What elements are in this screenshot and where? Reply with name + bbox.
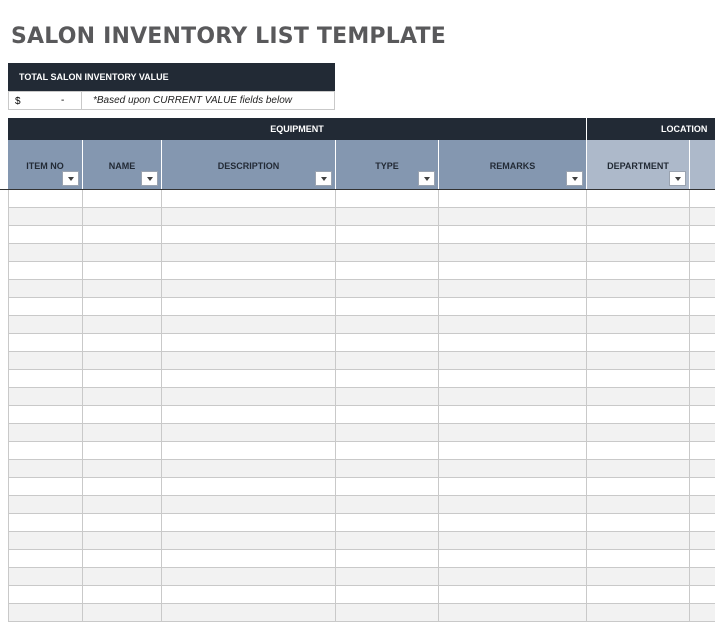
- table-cell[interactable]: [162, 388, 336, 406]
- chevron-down-icon: [321, 177, 327, 181]
- table-cell[interactable]: [587, 244, 690, 262]
- table-cell[interactable]: [587, 586, 690, 604]
- table-cell[interactable]: [162, 334, 336, 352]
- table-cell[interactable]: [83, 280, 162, 298]
- table-cell[interactable]: [8, 478, 83, 496]
- column-header-item-no: [8, 140, 83, 189]
- table-cell[interactable]: [8, 280, 83, 298]
- filter-dropdown-button[interactable]: [62, 171, 79, 186]
- table-cell[interactable]: [162, 298, 336, 316]
- column-label: TYPE: [375, 161, 399, 171]
- table-row: [8, 316, 715, 334]
- table-row: [8, 514, 715, 532]
- table-cell[interactable]: [690, 604, 715, 622]
- table-cell[interactable]: [587, 442, 690, 460]
- table-cell[interactable]: [336, 190, 439, 208]
- table-cell[interactable]: [690, 442, 715, 460]
- table-cell[interactable]: [587, 208, 690, 226]
- table-cell[interactable]: [587, 352, 690, 370]
- table-cell[interactable]: [83, 298, 162, 316]
- table-cell[interactable]: [83, 244, 162, 262]
- table-cell[interactable]: [439, 244, 587, 262]
- table-cell[interactable]: [587, 280, 690, 298]
- column-header-type: [336, 140, 439, 189]
- table-cell[interactable]: [587, 478, 690, 496]
- column-header-remarks: [439, 140, 587, 189]
- table-cell[interactable]: [439, 586, 587, 604]
- table-cell[interactable]: [439, 424, 587, 442]
- table-cell[interactable]: [8, 424, 83, 442]
- table-cell[interactable]: [690, 352, 715, 370]
- table-cell[interactable]: [162, 424, 336, 442]
- table-cell[interactable]: [690, 208, 715, 226]
- table-cell[interactable]: [336, 532, 439, 550]
- table-cell[interactable]: [587, 514, 690, 532]
- table-cell[interactable]: [336, 568, 439, 586]
- table-row: [8, 496, 715, 514]
- table-cell[interactable]: [83, 478, 162, 496]
- total-inventory-value: -: [61, 95, 65, 106]
- table-cell[interactable]: [336, 496, 439, 514]
- table-cell[interactable]: [162, 460, 336, 478]
- location-group-header: LOCATION: [587, 118, 715, 140]
- table-cell[interactable]: [587, 334, 690, 352]
- table-cell[interactable]: [8, 334, 83, 352]
- table-cell[interactable]: [690, 280, 715, 298]
- table-cell[interactable]: [8, 496, 83, 514]
- table-cell[interactable]: [336, 280, 439, 298]
- table-cell[interactable]: [83, 262, 162, 280]
- filter-dropdown-button[interactable]: [418, 171, 435, 186]
- table-cell[interactable]: [8, 406, 83, 424]
- table-cell[interactable]: [587, 604, 690, 622]
- table-cell[interactable]: [83, 208, 162, 226]
- table-cell[interactable]: [8, 586, 83, 604]
- table-cell[interactable]: [690, 316, 715, 334]
- table-cell[interactable]: [439, 406, 587, 424]
- table-cell[interactable]: [587, 424, 690, 442]
- table-row: [8, 262, 715, 280]
- table-row: [8, 190, 715, 208]
- filter-dropdown-button[interactable]: [315, 171, 332, 186]
- table-cell[interactable]: [587, 262, 690, 280]
- table-cell[interactable]: [587, 406, 690, 424]
- table-row: [8, 550, 715, 568]
- table-cell[interactable]: [336, 586, 439, 604]
- column-header-description: [162, 140, 336, 189]
- table-cell[interactable]: [336, 406, 439, 424]
- table-cell[interactable]: [8, 226, 83, 244]
- table-cell[interactable]: [690, 460, 715, 478]
- table-cell[interactable]: [690, 190, 715, 208]
- table-cell[interactable]: [162, 568, 336, 586]
- table-cell[interactable]: [690, 514, 715, 532]
- table-cell[interactable]: [83, 532, 162, 550]
- table-cell[interactable]: [83, 568, 162, 586]
- table-cell[interactable]: [8, 316, 83, 334]
- table-cell[interactable]: [439, 190, 587, 208]
- table-cell[interactable]: [336, 226, 439, 244]
- table-cell[interactable]: [83, 352, 162, 370]
- table-row: [8, 352, 715, 370]
- column-header-name: [83, 140, 162, 189]
- table-cell[interactable]: [83, 586, 162, 604]
- table-cell[interactable]: [336, 208, 439, 226]
- table-cell[interactable]: [336, 388, 439, 406]
- table-cell[interactable]: [336, 244, 439, 262]
- table-cell[interactable]: [83, 226, 162, 244]
- table-cell[interactable]: [162, 514, 336, 532]
- total-inventory-value-cell[interactable]: [8, 91, 82, 110]
- table-cell[interactable]: [83, 514, 162, 532]
- table-cell[interactable]: [439, 550, 587, 568]
- table-cell[interactable]: [439, 460, 587, 478]
- table-row: [8, 586, 715, 604]
- table-cell[interactable]: [8, 352, 83, 370]
- chevron-down-icon: [572, 177, 578, 181]
- table-cell[interactable]: [8, 514, 83, 532]
- currency-symbol: $: [15, 96, 21, 107]
- table-cell[interactable]: [587, 316, 690, 334]
- table-cell[interactable]: [83, 550, 162, 568]
- total-value-note: *Based upon CURRENT VALUE fields below: [82, 91, 335, 110]
- table-cell[interactable]: [587, 298, 690, 316]
- table-row: [8, 280, 715, 298]
- table-cell[interactable]: [8, 604, 83, 622]
- table-cell[interactable]: [336, 334, 439, 352]
- table-cell[interactable]: [8, 568, 83, 586]
- table-cell[interactable]: [587, 388, 690, 406]
- table-cell[interactable]: [690, 298, 715, 316]
- table-row: [8, 406, 715, 424]
- table-cell[interactable]: [8, 370, 83, 388]
- table-row: [8, 226, 715, 244]
- filter-dropdown-button[interactable]: [141, 171, 158, 186]
- table-cell[interactable]: [162, 226, 336, 244]
- column-label: DEPARTMENT: [607, 161, 669, 171]
- table-cell[interactable]: [162, 370, 336, 388]
- table-cell[interactable]: [162, 586, 336, 604]
- table-cell[interactable]: [83, 370, 162, 388]
- filter-dropdown-button[interactable]: [669, 171, 686, 186]
- table-cell[interactable]: [439, 388, 587, 406]
- table-cell[interactable]: [83, 424, 162, 442]
- table-cell[interactable]: [83, 406, 162, 424]
- chevron-down-icon: [68, 177, 74, 181]
- table-cell[interactable]: [162, 244, 336, 262]
- table-cell[interactable]: [439, 280, 587, 298]
- table-cell[interactable]: [83, 388, 162, 406]
- table-cell[interactable]: [690, 388, 715, 406]
- table-cell[interactable]: [336, 316, 439, 334]
- table-row: [8, 334, 715, 352]
- table-cell[interactable]: [336, 424, 439, 442]
- table-row: [8, 388, 715, 406]
- table-cell[interactable]: [162, 262, 336, 280]
- table-row: [8, 244, 715, 262]
- page-title: SALON INVENTORY LIST TEMPLATE: [11, 24, 446, 49]
- table-cell[interactable]: [336, 604, 439, 622]
- table-cell[interactable]: [690, 370, 715, 388]
- table-cell[interactable]: [336, 460, 439, 478]
- table-cell[interactable]: [439, 370, 587, 388]
- column-header-department: [587, 140, 690, 189]
- table-cell[interactable]: [587, 370, 690, 388]
- table-cell[interactable]: [439, 442, 587, 460]
- table-cell[interactable]: [690, 532, 715, 550]
- table-cell[interactable]: [336, 370, 439, 388]
- table-cell[interactable]: [439, 316, 587, 334]
- table-cell[interactable]: [8, 298, 83, 316]
- table-cell[interactable]: [162, 550, 336, 568]
- table-cell[interactable]: [690, 568, 715, 586]
- column-label: DESCRIPTION: [217, 161, 280, 171]
- table-cell[interactable]: [83, 442, 162, 460]
- table-cell[interactable]: [162, 532, 336, 550]
- table-row: [8, 424, 715, 442]
- table-cell[interactable]: [336, 298, 439, 316]
- table-row: [8, 208, 715, 226]
- table-cell[interactable]: [8, 190, 83, 208]
- table-cell[interactable]: [83, 496, 162, 514]
- chevron-down-icon: [675, 177, 681, 181]
- table-cell[interactable]: [690, 424, 715, 442]
- filter-dropdown-button[interactable]: [566, 171, 583, 186]
- equipment-group-header: EQUIPMENT: [8, 118, 586, 140]
- table-cell[interactable]: [162, 280, 336, 298]
- table-cell[interactable]: [439, 208, 587, 226]
- table-cell[interactable]: [83, 460, 162, 478]
- table-cell[interactable]: [8, 532, 83, 550]
- table-cell[interactable]: [162, 208, 336, 226]
- table-cell[interactable]: [439, 226, 587, 244]
- table-cell[interactable]: [690, 262, 715, 280]
- table-cell[interactable]: [587, 532, 690, 550]
- table-row: [8, 370, 715, 388]
- column-label: REMARKS: [489, 161, 536, 171]
- table-cell[interactable]: [587, 568, 690, 586]
- table-cell[interactable]: [162, 442, 336, 460]
- table-cell[interactable]: [336, 352, 439, 370]
- table-row: [8, 532, 715, 550]
- table-cell[interactable]: [83, 334, 162, 352]
- table-cell[interactable]: [439, 334, 587, 352]
- table-cell[interactable]: [162, 478, 336, 496]
- chevron-down-icon: [147, 177, 153, 181]
- table-cell[interactable]: [8, 550, 83, 568]
- table-cell[interactable]: [439, 568, 587, 586]
- table-cell[interactable]: [587, 226, 690, 244]
- table-cell[interactable]: [690, 496, 715, 514]
- table-row: [8, 604, 715, 622]
- table-row: [8, 568, 715, 586]
- table-row: [8, 442, 715, 460]
- table-cell[interactable]: [690, 244, 715, 262]
- table-cell[interactable]: [83, 604, 162, 622]
- table-cell[interactable]: [8, 244, 83, 262]
- table-row: [8, 478, 715, 496]
- table-cell[interactable]: [690, 550, 715, 568]
- table-cell[interactable]: [587, 496, 690, 514]
- table-cell[interactable]: [336, 262, 439, 280]
- table-cell[interactable]: [587, 190, 690, 208]
- table-cell[interactable]: [162, 352, 336, 370]
- total-inventory-label: TOTAL SALON INVENTORY VALUE: [8, 63, 335, 91]
- column-label: ITEM NO: [26, 161, 64, 171]
- table-cell[interactable]: [336, 478, 439, 496]
- table-cell[interactable]: [162, 316, 336, 334]
- table-cell[interactable]: [690, 586, 715, 604]
- chevron-down-icon: [424, 177, 430, 181]
- table-cell[interactable]: [439, 352, 587, 370]
- table-cell[interactable]: [690, 478, 715, 496]
- column-header-next: [690, 140, 715, 189]
- table-cell[interactable]: [162, 604, 336, 622]
- table-cell[interactable]: [439, 298, 587, 316]
- table-cell[interactable]: [439, 514, 587, 532]
- table-cell[interactable]: [162, 496, 336, 514]
- table-cell[interactable]: [439, 496, 587, 514]
- table-cell[interactable]: [439, 262, 587, 280]
- table-cell[interactable]: [83, 316, 162, 334]
- table-cell[interactable]: [8, 388, 83, 406]
- table-cell[interactable]: [336, 442, 439, 460]
- table-row: [8, 460, 715, 478]
- table-cell[interactable]: [336, 514, 439, 532]
- table-cell[interactable]: [690, 406, 715, 424]
- column-label: NAME: [108, 161, 136, 171]
- table-cell[interactable]: [162, 406, 336, 424]
- table-cell[interactable]: [690, 334, 715, 352]
- table-cell[interactable]: [83, 190, 162, 208]
- table-cell[interactable]: [8, 460, 83, 478]
- table-cell[interactable]: [8, 262, 83, 280]
- table-cell[interactable]: [587, 460, 690, 478]
- table-cell[interactable]: [439, 604, 587, 622]
- table-cell[interactable]: [439, 478, 587, 496]
- table-row: [8, 298, 715, 316]
- table-cell[interactable]: [439, 532, 587, 550]
- table-cell[interactable]: [8, 208, 83, 226]
- table-cell[interactable]: [162, 190, 336, 208]
- table-cell[interactable]: [8, 442, 83, 460]
- table-cell[interactable]: [336, 550, 439, 568]
- table-cell[interactable]: [690, 226, 715, 244]
- table-cell[interactable]: [587, 550, 690, 568]
